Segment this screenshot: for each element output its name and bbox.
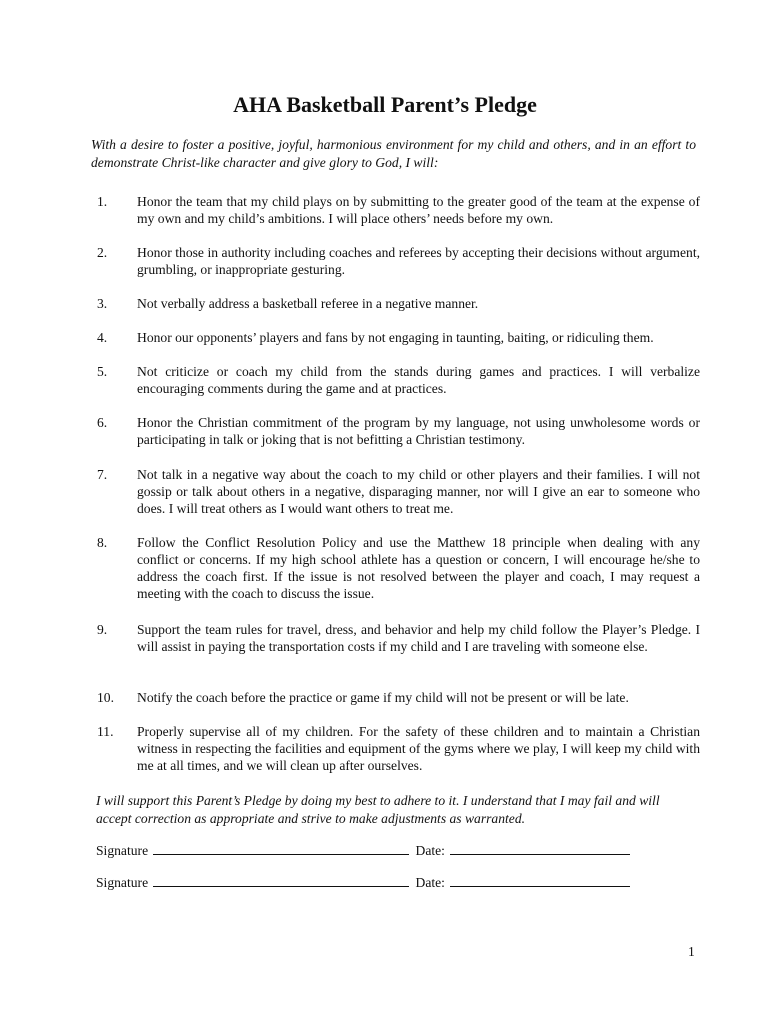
item-text: Honor our opponents’ players and fans by not engaging in taunting, baiting, or ridiculing them.	[137, 330, 654, 345]
date-field[interactable]	[450, 842, 630, 855]
date-label: Date:	[415, 843, 445, 858]
item-number: 3.	[97, 296, 108, 311]
closing-statement: I will support this Parent’s Pledge by doing my best to adhere to it. I understand that I may fail and will accept correction as appropriate and strive to make adjustments as warranted.	[96, 793, 660, 826]
item-number: 5.	[97, 364, 108, 379]
item-number: 2.	[97, 245, 108, 260]
intro-paragraph: With a desire to foster a positive, joyful, harmonious environment for my child and others, and in an effort to demonstrate Christ-like character and give glory to God, I will:	[91, 137, 696, 170]
page-title: AHA Basketball Parent’s Pledge	[233, 92, 537, 117]
item-text: Honor the Christian commitment of the program by my language, not using unwholesome words or participating in talk or joking that is not befitting a Christian testimony.	[137, 415, 700, 447]
item-text: Notify the coach before the practice or game if my child will not be present or will be late.	[137, 690, 629, 705]
item-number: 4.	[97, 330, 108, 345]
signature-field[interactable]	[153, 842, 409, 855]
signature-label: Signature	[96, 875, 149, 890]
item-text: Not verbally address a basketball referee in a negative manner.	[137, 296, 479, 311]
item-text: Honor those in authority including coaches and referees by accepting their decisions without argument, grumbling, or inappropriate gesturing.	[137, 245, 700, 277]
item-text: Properly supervise all of my children. For the safety of these children and to maintain a Christian witness in respecting the facilities and equipment of the gyms where we play, I will keep my child with me at all times, and we will clean up after ourselves.	[137, 724, 700, 773]
item-text: Follow the Conflict Resolution Policy and use the Matthew 18 principle when dealing with any conflict or concerns. If my high school athlete has a question or concern, I will encourage he/she to address the coach first. If the issue is not resolved between the player and coach, I may request a meeting with the coach to discuss the issue.	[137, 535, 700, 601]
item-number: 6.	[97, 415, 108, 430]
item-number: 8.	[97, 535, 108, 550]
date-label: Date:	[415, 875, 445, 890]
item-number: 10.	[97, 690, 114, 705]
signature-row	[96, 842, 633, 860]
item-text: Not criticize or coach my child from the stands during games and practices. I will verbalize encouraging comments during the game and at practices.	[137, 364, 700, 396]
item-number: 7.	[97, 467, 108, 482]
item-number: 1.	[97, 194, 108, 209]
item-text: Not talk in a negative way about the coach to my child or other players and their families. I will not gossip or talk about others in a negative, disparaging manner, nor will I give an ear to someone who does. I will treat others as I would want others to treat me.	[137, 467, 700, 516]
signature-field[interactable]	[153, 874, 409, 887]
item-text: Support the team rules for travel, dress, and behavior and help my child follow the Player’s Pledge. I will assist in paying the transportation costs if my child and I are traveling with someone else.	[137, 622, 700, 654]
signature-row	[96, 874, 633, 892]
date-field[interactable]	[450, 874, 630, 887]
page-number: 1	[688, 944, 695, 959]
item-number: 11.	[97, 724, 114, 739]
item-number: 9.	[97, 622, 108, 637]
signature-label: Signature	[96, 843, 149, 858]
item-text: Honor the team that my child plays on by submitting to the greater good of the team at the expense of my own and my child’s ambitions. I will place others’ needs before my own.	[137, 194, 700, 226]
